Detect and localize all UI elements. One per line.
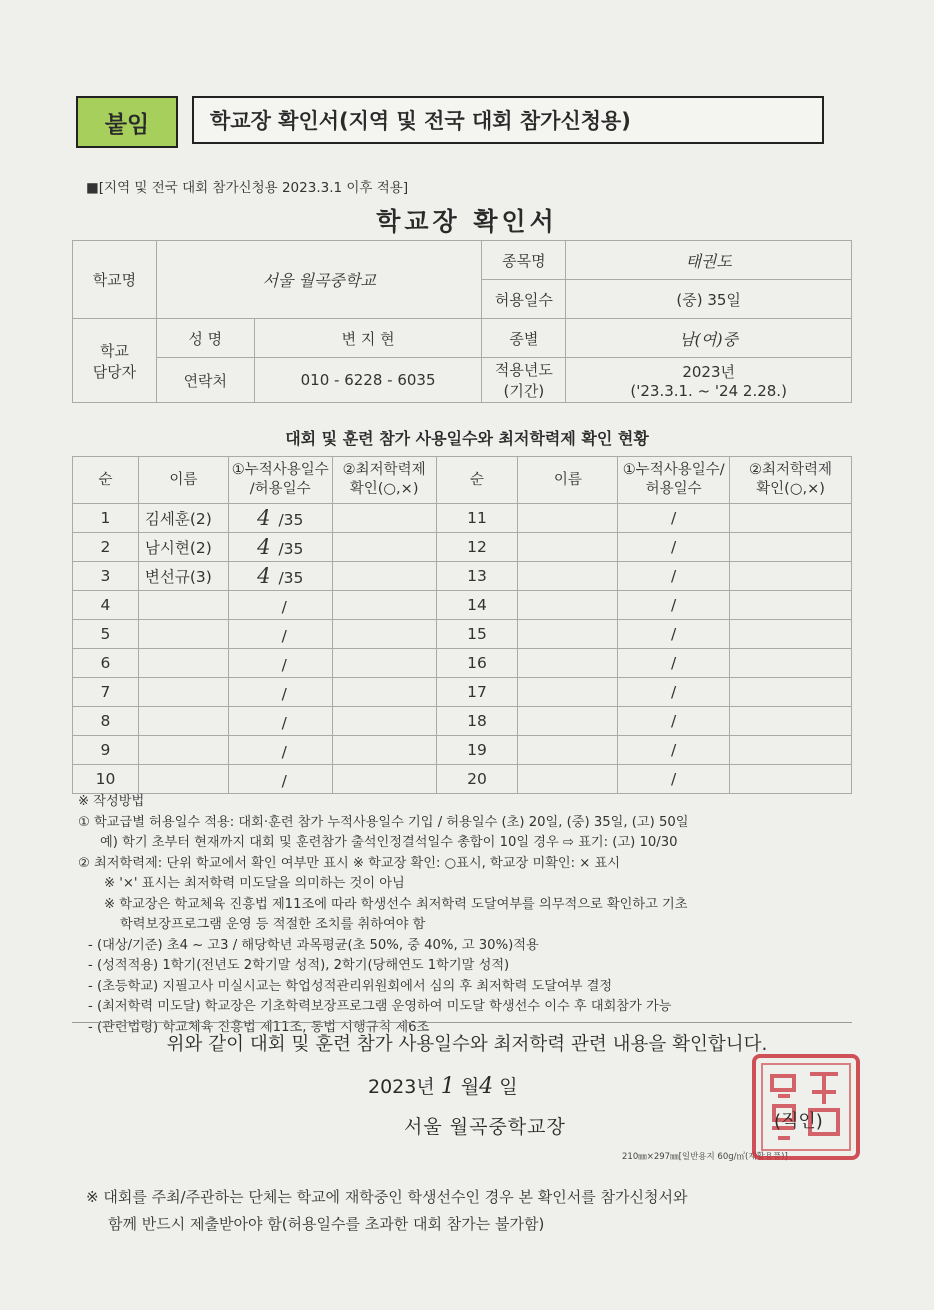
row-name bbox=[138, 678, 228, 707]
row-name bbox=[138, 736, 228, 765]
document-title-box: 학교장 확인서(지역 및 전국 대회 참가신청용) bbox=[192, 96, 824, 144]
row-no-right: 13 bbox=[436, 562, 518, 591]
instruction-line: ① 학교급별 허용일수 적용: 대회·훈련 참가 누적사용일수 기입 / 허용일수 (초) 20일, (중) 35일, (고) 50일 bbox=[78, 814, 689, 830]
row-total-days: / bbox=[281, 656, 287, 674]
instruction-line: - (초등학교) 지필고사 미실시교는 학업성적관리위원회에서 심의 후 최저학력 도달여부 결정 bbox=[88, 978, 613, 994]
header-check-right bbox=[730, 457, 852, 504]
row-check-right bbox=[730, 678, 852, 707]
row-no-right: 14 bbox=[436, 591, 518, 620]
row-name-right bbox=[518, 533, 618, 562]
header-days-line2: /허용일수 bbox=[249, 481, 311, 497]
instruction-line: ※ '×' 표시는 최저학력 미도달을 의미하는 것이 아님 bbox=[104, 876, 405, 891]
row-no: 10 bbox=[73, 765, 139, 794]
instruction-line: - (관련법령) 학교체육 진흥법 제11조, 동법 시행규칙 제6조 bbox=[88, 1019, 430, 1035]
date-year: 2023년 bbox=[368, 1076, 435, 1098]
header-days bbox=[228, 457, 332, 504]
date-day: 4 bbox=[479, 1074, 494, 1099]
instruction-line: ※ 학교장은 학교체육 진흥법 제11조에 따라 학생선수 최저학력 도달여부를 의무적으로 확인하고 기초 bbox=[104, 896, 688, 912]
row-days-right: / bbox=[618, 736, 730, 765]
section-title: 대회 및 훈련 참가 사용일수와 최저학력제 확인 현황 bbox=[285, 429, 649, 448]
row-check-right bbox=[730, 736, 852, 765]
header-name-right: 이름 bbox=[518, 457, 618, 504]
row-name-right bbox=[518, 562, 618, 591]
row-days bbox=[228, 591, 332, 620]
header-days-right bbox=[618, 457, 730, 504]
row-name-right bbox=[518, 678, 618, 707]
row-check bbox=[332, 562, 436, 591]
gender-value: 남(여)중 bbox=[566, 319, 852, 358]
row-used-days: 4 bbox=[257, 564, 271, 588]
header-check-right-line1: ②최저학력제 bbox=[749, 462, 833, 478]
row-check bbox=[332, 504, 436, 533]
row-name: 남시현(2) bbox=[138, 533, 228, 562]
row-used-days: 4 bbox=[257, 535, 271, 559]
row-no: 4 bbox=[73, 591, 139, 620]
seal-label: (직인) bbox=[774, 1111, 823, 1132]
row-total-days: / bbox=[281, 627, 287, 645]
contact-value: 010 - 6228 - 6035 bbox=[254, 358, 482, 403]
year-label-line2: (기간) bbox=[503, 382, 545, 400]
row-no-right: 16 bbox=[436, 649, 518, 678]
row-no: 7 bbox=[73, 678, 139, 707]
bottom-note bbox=[86, 1184, 687, 1238]
days-label: 허용일수 bbox=[482, 280, 566, 319]
header-check-line2: 확인(○,×) bbox=[349, 481, 419, 497]
row-days bbox=[228, 620, 332, 649]
row-days-right: / bbox=[618, 765, 730, 794]
date-month: 1 bbox=[440, 1074, 455, 1099]
header-no: 순 bbox=[73, 457, 139, 504]
row-total-days: / bbox=[281, 743, 287, 761]
row-total-days: / bbox=[281, 685, 287, 703]
row-no-right: 19 bbox=[436, 736, 518, 765]
row-no: 6 bbox=[73, 649, 139, 678]
info-table bbox=[72, 240, 852, 403]
row-no-right: 15 bbox=[436, 620, 518, 649]
row-total-days: /35 bbox=[278, 511, 304, 529]
instruction-line: ② 최저학력제: 단위 학교에서 확인 여부만 표시 ※ 학교장 확인: ○표시, 학교장 미확인: × 표시 bbox=[78, 855, 621, 871]
row-name: 변선규(3) bbox=[138, 562, 228, 591]
row-name bbox=[138, 591, 228, 620]
days-value: (중) 35일 bbox=[566, 280, 852, 319]
table-row bbox=[73, 649, 852, 678]
table-row bbox=[73, 562, 852, 591]
row-days bbox=[228, 504, 332, 533]
table-row bbox=[73, 736, 852, 765]
row-days-right: / bbox=[618, 620, 730, 649]
row-no: 5 bbox=[73, 620, 139, 649]
row-days bbox=[228, 533, 332, 562]
row-name-right bbox=[518, 504, 618, 533]
row-check-right bbox=[730, 707, 852, 736]
row-no: 3 bbox=[73, 562, 139, 591]
row-total-days: / bbox=[281, 598, 287, 616]
date-month-unit: 월 bbox=[460, 1076, 480, 1098]
row-name bbox=[138, 649, 228, 678]
header-days-right-line1: ①누적사용일수/ bbox=[622, 462, 725, 478]
row-name-right bbox=[518, 591, 618, 620]
row-name-right bbox=[518, 620, 618, 649]
row-no-right: 12 bbox=[436, 533, 518, 562]
gender-label: 종별 bbox=[482, 319, 566, 358]
row-days-right: / bbox=[618, 591, 730, 620]
header-days-right-line2: 허용일수 bbox=[645, 481, 702, 497]
header-check-line1: ②최저학력제 bbox=[342, 462, 426, 478]
header-check-right-line2: 확인(○,×) bbox=[756, 481, 825, 497]
row-check-right bbox=[730, 562, 852, 591]
instruction-line: ※ 작성방법 bbox=[78, 794, 145, 809]
staff-label-line1: 학교 bbox=[99, 341, 129, 360]
usage-table-header bbox=[73, 457, 852, 504]
row-name: 김세훈(2) bbox=[138, 504, 228, 533]
row-check-right bbox=[730, 591, 852, 620]
bottom-note-line2: 함께 반드시 제출받아야 함(허용일수를 초과한 대회 참가는 불가함) bbox=[108, 1215, 545, 1233]
row-days-right: / bbox=[618, 678, 730, 707]
row-name bbox=[138, 620, 228, 649]
row-days-right: / bbox=[618, 562, 730, 591]
instruction-line: - (대상/기준) 초4 ~ 고3 / 해당학년 과목평균(초 50%, 중 40%, 고 30%)적용 bbox=[88, 937, 539, 953]
row-name-right bbox=[518, 707, 618, 736]
row-days-right: / bbox=[618, 707, 730, 736]
row-name bbox=[138, 707, 228, 736]
paper-spec: 210㎜×297㎜[일반용지 60g/㎡(재활용품)] bbox=[622, 1152, 788, 1162]
row-days bbox=[228, 562, 332, 591]
table-row bbox=[73, 591, 852, 620]
school-value: 서울 월곡중학교 bbox=[156, 241, 482, 319]
row-days bbox=[228, 765, 332, 794]
row-name-right bbox=[518, 649, 618, 678]
row-name-right bbox=[518, 765, 618, 794]
row-days bbox=[228, 678, 332, 707]
row-check bbox=[332, 649, 436, 678]
instruction-line: 학력보장프로그램 운영 등 적절한 조치를 취하여야 함 bbox=[120, 917, 426, 932]
row-no-right: 20 bbox=[436, 765, 518, 794]
name-label: 성 명 bbox=[156, 319, 254, 358]
year-label-line1: 적용년도 bbox=[494, 361, 553, 379]
row-check bbox=[332, 620, 436, 649]
row-total-days: /35 bbox=[278, 569, 304, 587]
staff-label-line2: 담당자 bbox=[92, 362, 137, 381]
staff-label bbox=[73, 319, 157, 403]
contact-label: 연락처 bbox=[156, 358, 254, 403]
year-value bbox=[566, 358, 852, 403]
instruction-line: - (최저학력 미도달) 학교장은 기초학력보장프로그램 운영하여 미도달 학생선수 이수 후 대회참가 가능 bbox=[88, 999, 672, 1014]
row-check bbox=[332, 707, 436, 736]
row-check bbox=[332, 736, 436, 765]
row-check-right bbox=[730, 533, 852, 562]
row-total-days: /35 bbox=[278, 540, 304, 558]
row-no-right: 18 bbox=[436, 707, 518, 736]
row-days-right: / bbox=[618, 533, 730, 562]
confirmation-statement: 위와 같이 대회 및 훈련 참가 사용일수와 최저학력 관련 내용을 확인합니다. bbox=[166, 1034, 768, 1055]
row-days-right: / bbox=[618, 649, 730, 678]
row-check bbox=[332, 678, 436, 707]
row-days bbox=[228, 736, 332, 765]
row-check bbox=[332, 591, 436, 620]
date-day-unit: 일 bbox=[499, 1076, 518, 1098]
writing-instructions bbox=[78, 792, 878, 1038]
row-no: 1 bbox=[73, 504, 139, 533]
sport-value: 태권도 bbox=[566, 241, 852, 280]
signature-date bbox=[368, 1072, 518, 1099]
row-check-right bbox=[730, 649, 852, 678]
school-label: 학교명 bbox=[73, 241, 157, 319]
main-title: 학교장 확인서 bbox=[376, 207, 558, 236]
year-value-line2: ('23.3.1. ~ '24 2.28.) bbox=[630, 381, 787, 400]
table-row bbox=[73, 765, 852, 794]
table-row bbox=[73, 678, 852, 707]
header-name: 이름 bbox=[138, 457, 228, 504]
name-value: 변 지 현 bbox=[254, 319, 482, 358]
row-check-right bbox=[730, 504, 852, 533]
header-check bbox=[332, 457, 436, 504]
divider bbox=[72, 1022, 852, 1023]
row-name-right bbox=[518, 736, 618, 765]
row-no-right: 11 bbox=[436, 504, 518, 533]
principal-name: 서울 월곡중학교장 bbox=[404, 1116, 566, 1138]
table-row bbox=[73, 533, 852, 562]
year-label bbox=[482, 358, 566, 403]
applicability-note: ■[지역 및 전국 대회 참가신청용 2023.3.1 이후 적용] bbox=[86, 180, 409, 196]
row-total-days: / bbox=[281, 714, 287, 732]
instruction-line: - (성적적용) 1학기(전년도 2학기말 성적), 2학기(당해연도 1학기말 성적) bbox=[88, 958, 510, 973]
table-row bbox=[73, 620, 852, 649]
bottom-note-line1: ※ 대회를 주최/주관하는 단체는 학교에 재학중인 학생선수인 경우 본 확인서를 참가신청서와 bbox=[86, 1188, 688, 1206]
row-no: 8 bbox=[73, 707, 139, 736]
row-days-right: / bbox=[618, 504, 730, 533]
sport-label: 종목명 bbox=[482, 241, 566, 280]
usage-table bbox=[72, 456, 852, 794]
attachment-badge: 붙임 bbox=[76, 96, 178, 148]
row-used-days: 4 bbox=[257, 506, 271, 530]
row-days bbox=[228, 707, 332, 736]
table-row bbox=[73, 707, 852, 736]
row-no: 2 bbox=[73, 533, 139, 562]
row-check bbox=[332, 533, 436, 562]
document-header bbox=[76, 96, 826, 146]
table-row bbox=[73, 504, 852, 533]
year-value-line1: 2023년 bbox=[682, 362, 735, 381]
row-check bbox=[332, 765, 436, 794]
row-name bbox=[138, 765, 228, 794]
header-days-line1: ①누적사용일수 bbox=[231, 462, 329, 478]
row-no: 9 bbox=[73, 736, 139, 765]
instruction-line: 예) 학기 초부터 현재까지 대회 및 훈련참가 출석인정결석일수 총합이 10일 경우 ⇨ 표기: (고) 10/30 bbox=[100, 835, 678, 850]
row-check-right bbox=[730, 765, 852, 794]
header-no-right: 순 bbox=[436, 457, 518, 504]
row-no-right: 17 bbox=[436, 678, 518, 707]
row-check-right bbox=[730, 620, 852, 649]
row-total-days: / bbox=[281, 772, 287, 790]
row-days bbox=[228, 649, 332, 678]
